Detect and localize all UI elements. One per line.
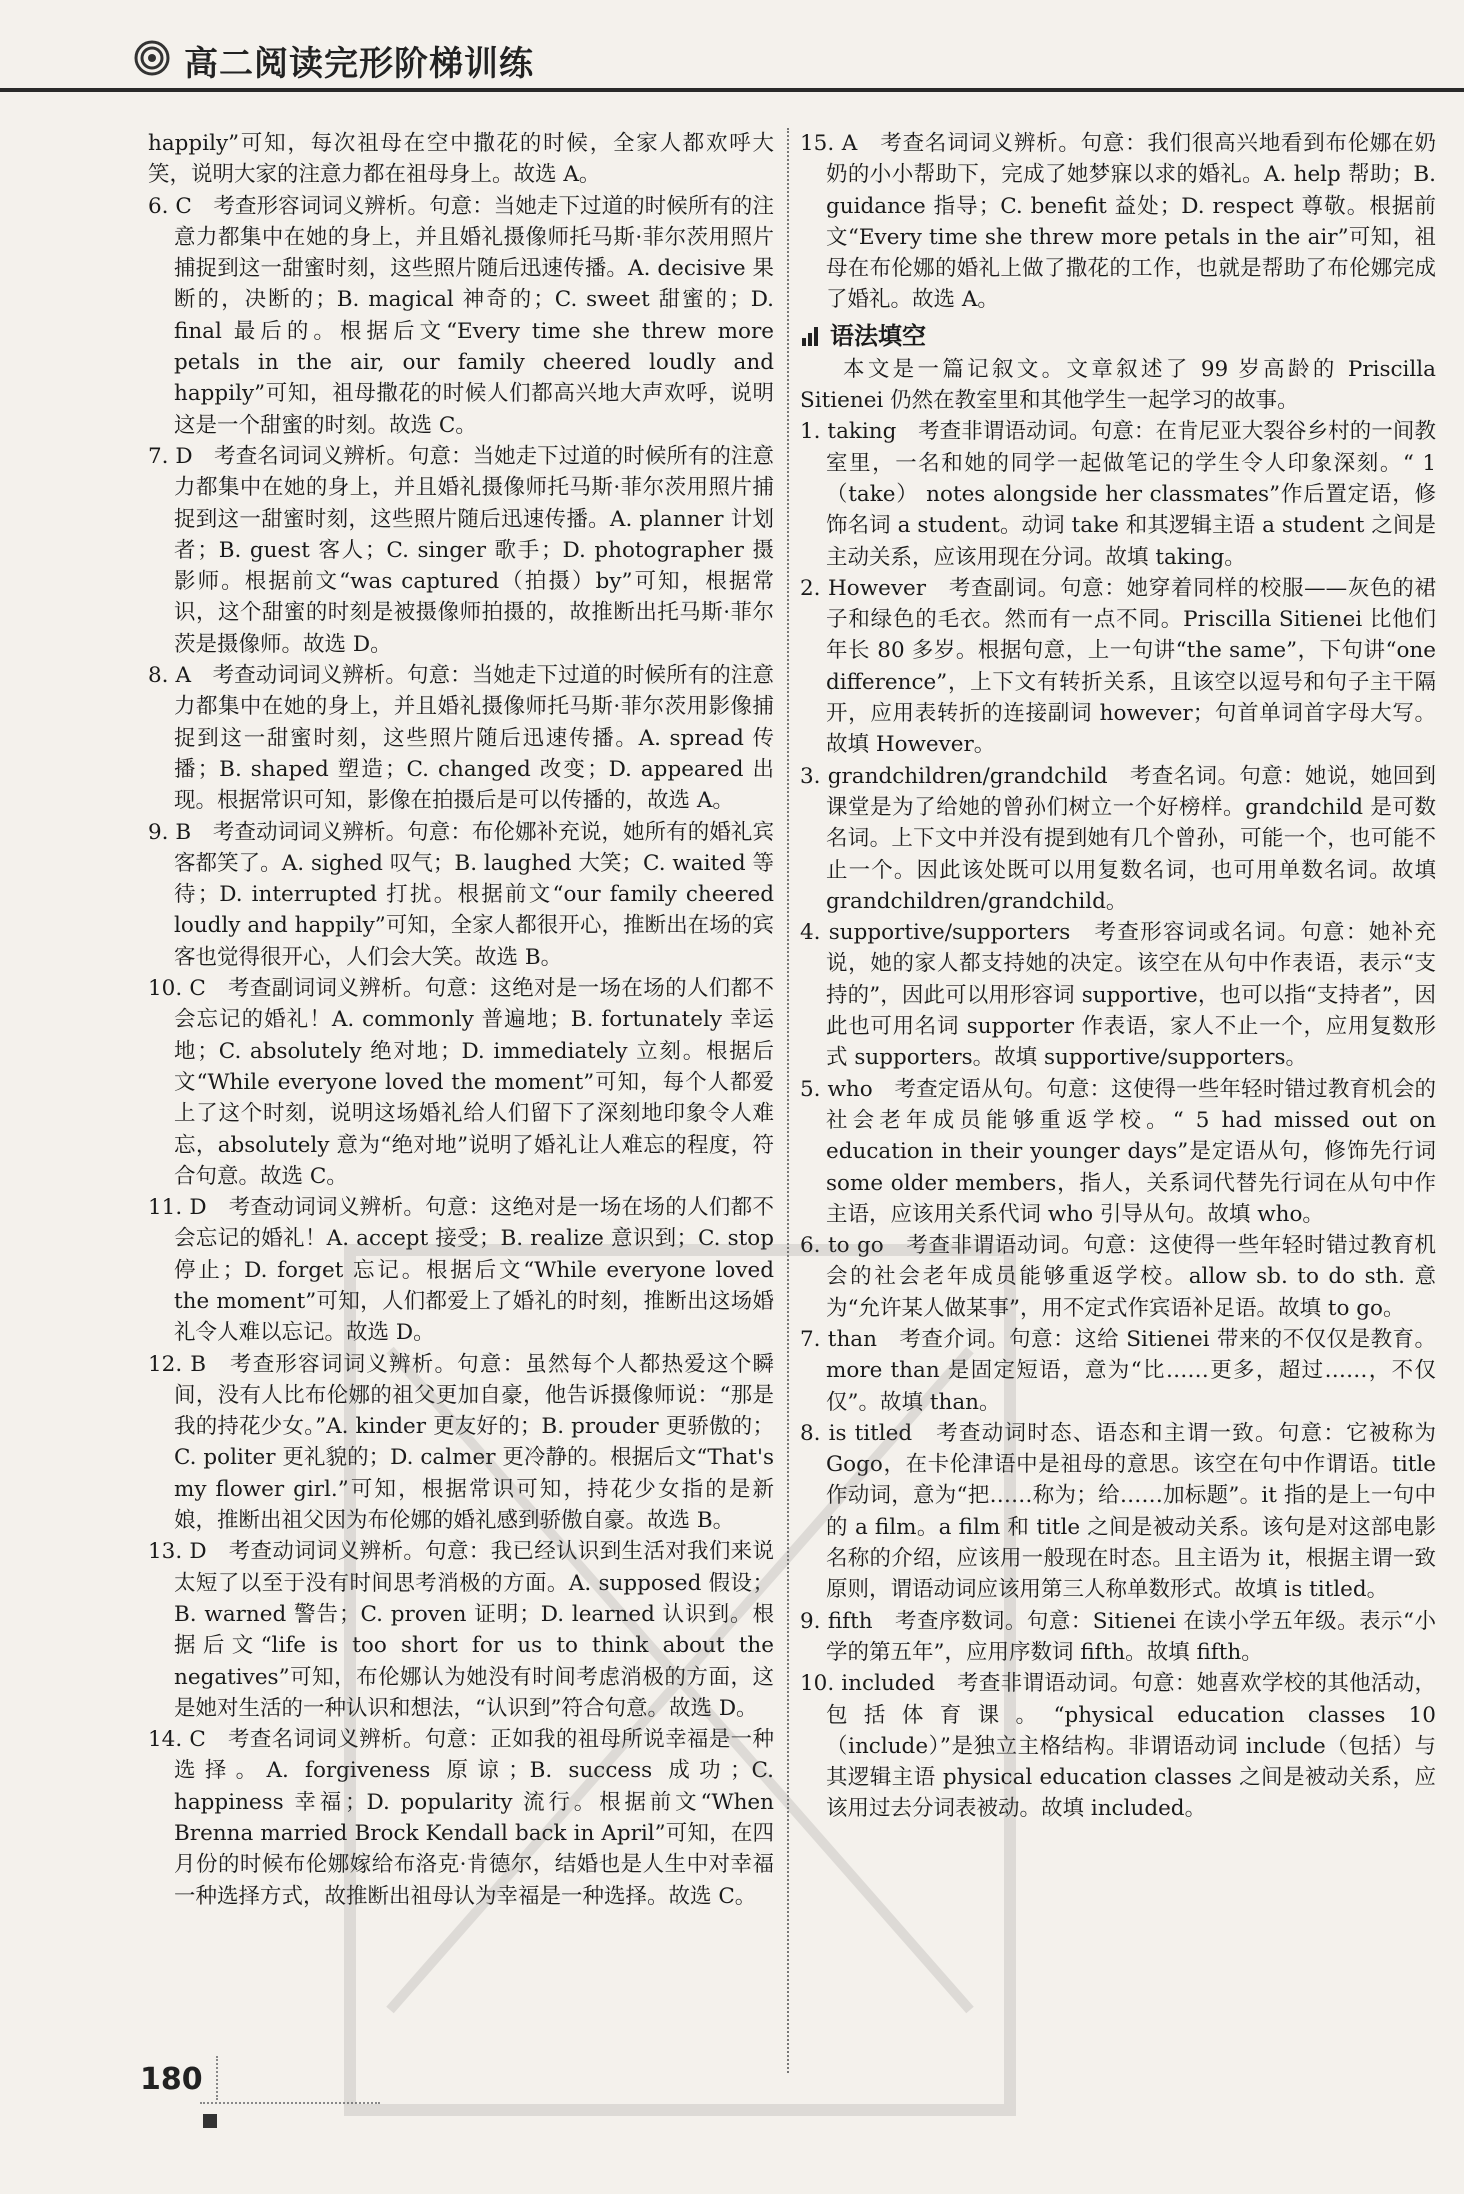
section-title: 语法填空 (830, 321, 926, 350)
answer-item: 8. is titled 考查动词时态、语态和主谓一致。句意：它被称为 Gogo，在卡伦津语中是祖母的意思。该空在句中作谓语。title 作动词，意为“把……称为；给……加标题”。it 指的是上一句中的 a film。a film 和 title 之间是被动关系。该句是对这部电影名称的介绍，应该用一般现在时态。且主语为 it，根据主谓一致原则，谓语动词应该用第三人称单数形式。故填 is titled。 (800, 1420, 1436, 1603)
right-column (800, 128, 1436, 1825)
answer-item: 4. supportive/supporters 考查形容词或名词。句意：她补充说，她的家人都支持她的决定。该空在从句中作表语，表示“支持的”，因此可以用形容词 supportive，也可以指“支持者”，因此也可用名词 supporter 作表语，家人不止一个，应用复数形式 supporters。故填 supportive/supporters。 (800, 920, 1436, 1071)
spiral-logo-icon (134, 40, 170, 76)
answer-item: 7. D 考查名词词义辨析。句意：当她走下过道的时候所有的注意力都集中在她的身上，并且婚礼摄像师托马斯·菲尔茨用照片捕捉到这一甜蜜时刻，这些照片随后迅速传播。A. planner 计划者；B. guest 客人；C. singer 歌手；D. photographer 摄影师。根据前文“was captured（拍摄）by”可知，根据常识，这个甜蜜的时刻是被摄像师拍摄的，故推断出托马斯·菲尔茨是摄像师。故选 D。 (148, 443, 774, 657)
answer-item: 12. B 考查形容词词义辨析。句意：虽然每个人都热爱这个瞬间，没有人比布伦娜的祖父更加自豪，他告诉摄像师说：“那是我的持花少女。”A. kinder 更友好的；B. prouder 更骄傲的；C. politer 更礼貌的；D. calmer 更冷静的。根据后文“That's my flower girl.”可知，根据常识可知，持花少女指的是新娘，推断出祖父因为布伦娜的婚礼感到骄傲自豪。故选 B。 (148, 1351, 774, 1534)
answer-item: happily”可知，每次祖母在空中撒花的时候，全家人都欢呼大笑，说明大家的注意力都在祖母身上。故选 A。 (148, 131, 774, 188)
page-number: 180 (140, 2062, 203, 2097)
answer-item: 5. who 考查定语从句。句意：这使得一些年轻时错过教育机会的社会老年成员能够重返学校。“ 5 had missed out on education in their younger days”是定语从句，修饰先行词 some older members，指人，关系词代替先行词在从句中作主语，应该用关系代词 who 引导从句。故填 who。 (800, 1076, 1436, 1227)
answer-item: 14. C 考查名词词义辨析。句意：正如我的祖母所说幸福是一种选择。A. forgiveness 原谅；B. success 成功；C. happiness 幸福；D. popularity 流行。根据前文“When Brenna married Brock Kendall back in April”可知，在四月份的时候布伦娜嫁给布洛克·肯德尔，结婚也是人生中对幸福一种选择方式，故推断出祖母认为幸福是一种选择。故选 C。 (148, 1727, 774, 1909)
answer-item: 7. than 考查介词。句意：这给 Sitienei 带来的不仅仅是教育。more than 是固定短语，意为“比……更多，超过……，不仅仅”。故填 than。 (800, 1326, 1436, 1415)
answer-item: 9. fifth 考查序数词。句意：Sitienei 在读小学五年级。表示“小学的第五年”，应用序数词 fifth。故填 fifth。 (800, 1608, 1436, 1665)
answer-item: 13. D 考查动词词义辨析。句意：我已经认识到生活对我们来说太短了以至于没有时间思考消极的方面。A. supposed 假设；B. warned 警告；C. proven 证明；D. learned 认识到。根据后文“life is too short for us to think about the negatives”可知，布伦娜认为她没有时间考虑消极的方面，这是她对生活的一种认识和想法，“认识到”符合句意。故选 D。 (148, 1539, 774, 1721)
section-intro: 本文是一篇记叙文。文章叙述了 99 岁高龄的 Priscilla Sitienei 仍然在教室里和其他学生一起学习的故事。 (800, 356, 1436, 414)
header-rule (0, 88, 1464, 92)
section-marker-icon (800, 324, 822, 348)
answer-item: 11. D 考查动词词义辨析。句意：这绝对是一场在场的人们都不会忘记的婚礼！A. accept 接受；B. realize 意识到；C. stop 停止；D. forget 忘记。根据后文“While everyone loved the moment”可知，人们都爱上了婚礼的时刻，推断出这场婚礼令人难以忘记。故选 D。 (148, 1195, 774, 1346)
answer-item: 6. to go 考查非谓语动词。句意：这使得一些年轻时错过教育机会的社会老年成员能够重返学校。allow sb. to do sth. 意为“允许某人做某事”，用不定式作宾语补足语。故填 to go。 (800, 1233, 1436, 1321)
page-header (0, 0, 1464, 110)
footer-divider (216, 2056, 218, 2100)
answer-item: 6. C 考查形容词词义辨析。句意：当她走下过道的时候所有的注意力都集中在她的身上，并且婚礼摄像师托马斯·菲尔茨用照片捕捉到这一甜蜜时刻，这些照片随后迅速传播。A. decisive 果断的，决断的；B. magical 神奇的；C. sweet 甜蜜的；D. final 最后的。根据后文“Every time she threw more petals in the air, our family cheered loudly and happily”可知，祖母撒花的时候人们都高兴地大声欢呼，说明这是一个甜蜜的时刻。故选 C。 (148, 193, 774, 438)
answer-item: 1. taking 考查非谓语动词。句意：在肯尼亚大裂谷乡村的一间教室里，一名和她的同学一起做笔记的学生令人印象深刻。“ 1 （take） notes alongside her classmates”作后置定语，修饰名词 a student。动词 take 和其逻辑主语 a student 之间是主动关系，应该用现在分词。故填 taking。 (800, 419, 1436, 570)
answer-item: 10. included 考查非谓语动词。句意：她喜欢学校的其他活动，包括体育课。“physical education classes 10 （include）”是独立主格结构。非谓语动词 include（包括）与其逻辑主语 physical education classes 之间是被动关系，应该用过去分词表被动。故填 included。 (800, 1671, 1436, 1822)
answer-item: 10. C 考查副词词义辨析。句意：这绝对是一场在场的人们都不会忘记的婚礼！A. commonly 普遍地；B. fortunately 幸运地；C. absolutely 绝对地；D. immediately 立刻。根据后文“While everyone loved the moment”可知，每个人都爱上了这个时刻，说明这场婚礼给人们留下了深刻地印象令人难忘，absolutely 意为“绝对地”说明了婚礼让人难忘的程度，符合句意。故选 C。 (148, 976, 774, 1189)
header-title: 高二阅读完形阶梯训练 (184, 44, 534, 84)
left-column (148, 128, 774, 1912)
footer-square-icon (203, 2114, 217, 2128)
answer-item: 3. grandchildren/grandchild 考查名词。句意：她说，她回到课堂是为了给她的曾孙们树立一个好榜样。grandchild 是可数名词。上下文中并没有提到她有几个曾孙，可能一个，也可能不止一个。因此该处既可以用复数名词，也可用单数名词。故填 grandchildren/grandchild。 (800, 763, 1436, 914)
answer-item: 9. B 考查动词词义辨析。句意：布伦娜补充说，她所有的婚礼宾客都笑了。A. sighed 叹气；B. laughed 大笑；C. waited 等待；D. interrupted 打扰。根据前文“our family cheered loudly and happily”可知，全家人都很开心，推断出在场的宾客也觉得很开心，人们会大笑。故选 B。 (148, 819, 774, 970)
column-divider (787, 128, 789, 2073)
footer-rule (200, 2102, 380, 2104)
section-heading (800, 318, 1436, 354)
answer-item: 8. A 考查动词词义辨析。句意：当她走下过道的时候所有的注意力都集中在她的身上，并且婚礼摄像师托马斯·菲尔茨用影像捕捉到这一甜蜜时刻，这些照片随后迅速传播。A. spread 传播；B. shaped 塑造；C. changed 改变；D. appeared 出现。根据常识可知，影像在拍摄后是可以传播的，故选 A。 (148, 663, 774, 814)
answer-item: 15. A 考查名词词义辨析。句意：我们很高兴地看到布伦娜在奶奶的小小帮助下，完成了她梦寐以求的婚礼。A. help 帮助；B. guidance 指导；C. benefit 益处；D. respect 尊敬。根据前文“Every time she threw more petals in the air”可知，祖母在布伦娜的婚礼上做了撒花的工作，也就是帮助了布伦娜完成了婚礼。故选 A。 (800, 131, 1436, 313)
answer-item: 2. However 考查副词。句意：她穿着同样的校服——灰色的裙子和绿色的毛衣。然而有一点不同。Priscilla Sitienei 比他们年长 80 多岁。根据句意，上一句讲“the same”，下句讲“one difference”，上下文有转折关系，且该空以逗号和句子主干隔开，应用表转折的连接副词 however；句首单词首字母大写。故填 However。 (800, 575, 1436, 758)
